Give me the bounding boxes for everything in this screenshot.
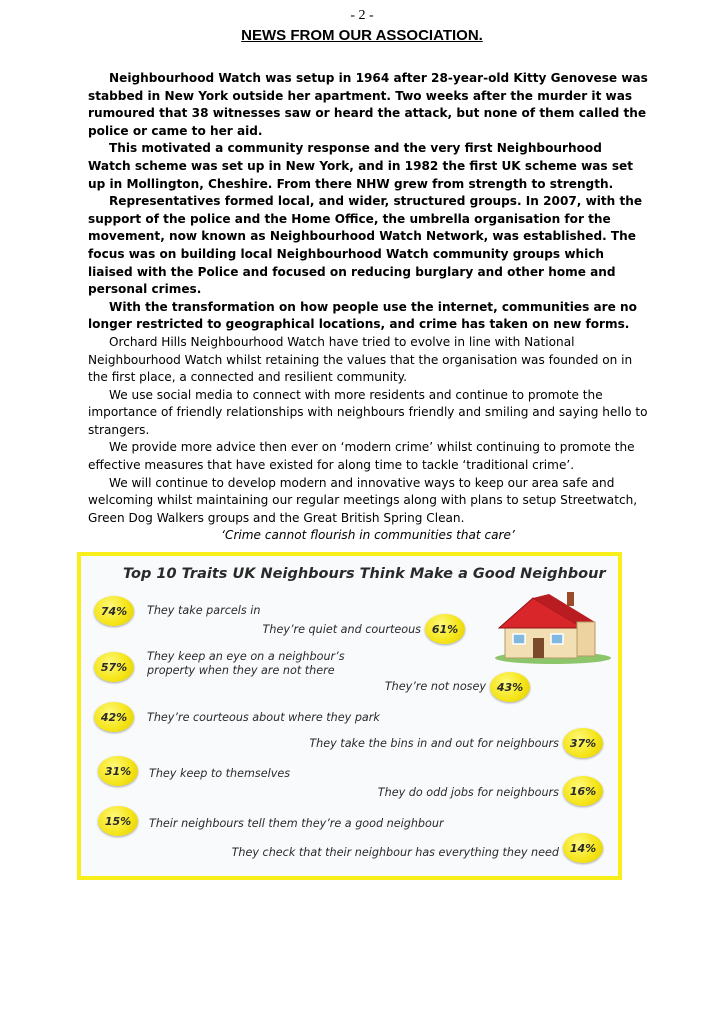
percent-badge: 43% — [490, 672, 530, 702]
percent-badge: 61% — [425, 614, 465, 644]
trait-label: They check that their neighbour has everything they need — [231, 846, 559, 859]
trait-label: Their neighbours tell them they’re a good neighbour — [149, 817, 444, 830]
page-number: - 2 - — [350, 8, 374, 23]
trait-label: They’re quiet and courteous — [262, 623, 421, 636]
infographic-title: Top 10 Traits UK Neighbours Think Make a Good Neighbour — [123, 566, 606, 582]
percent-badge: 15% — [98, 806, 138, 836]
paragraph: We use social media to connect with more residents and continue to promote the importance of friendly relationships with neighbours friendly and smiling and saying hello to strangers. — [88, 387, 648, 437]
percent-badge: 16% — [563, 776, 603, 806]
house-icon — [483, 588, 611, 664]
trait-label: They do odd jobs for neighbours — [377, 786, 559, 799]
trait-label: They take the bins in and out for neighbours — [309, 737, 559, 750]
paragraph: Neighbourhood Watch was setup in 1964 after 28-year-old Kitty Genovese was stabbed in New York outside her apartment. Two weeks after the murder it was rumoured that 38 witnesses saw or heard the attack, but none of them called the police or came to her aid. — [88, 71, 648, 138]
percent-badge: 57% — [94, 652, 134, 682]
trait-label: They keep an eye on a neighbour’s property when they are not there — [147, 650, 345, 677]
paragraph: We provide more advice then ever on ‘modern crime’ whilst continuing to promote the effective measures that have existed for along time to tackle ‘traditional crime’. — [88, 440, 635, 473]
trait-label: They keep to themselves — [149, 767, 291, 780]
trait-label: They take parcels in — [147, 604, 261, 617]
percent-badge: 14% — [563, 833, 603, 863]
article-body — [88, 70, 648, 545]
paragraph: Orchard Hills Neighbourhood Watch have tried to evolve in line with National Neighbourhood Watch whilst retaining the values that the organisation was founded on in the first place, a connected and resilient community. — [88, 334, 633, 385]
percent-badge: 37% — [563, 728, 603, 758]
paragraph: With the transformation on how people use the internet, communities are no longer restricted to geographical locations, and crime has taken on new forms. — [88, 299, 637, 332]
percent-badge: 42% — [94, 702, 134, 732]
page-heading: NEWS FROM OUR ASSOCIATION. — [241, 27, 483, 44]
percent-badge: 74% — [94, 596, 134, 626]
paragraph: Representatives formed local, and wider, structured groups. In 2007, with the support of the police and the Home Office, the umbrella organisation for the movement, now known as Neighbourhood Watch Network, was established. The focus was on building local Neighbourhood Watch community groups which liaised with the Police and focused on reducing burglary and other home and personal crimes. — [88, 194, 643, 297]
percent-badge: 31% — [98, 756, 138, 786]
trait-label: They’re not nosey — [384, 680, 486, 693]
paragraph: This motivated a community response and the very first Neighbourhood Watch scheme was set up in New York, and in 1982 the first UK scheme was set up in Mollington, Cheshire. From there NHW grew from strength to strength. — [88, 141, 633, 191]
infographic — [77, 552, 622, 880]
motto: ‘Crime cannot flourish in communities that care’ — [221, 528, 515, 543]
paragraph: We will continue to develop modern and innovative ways to keep our area safe and welcoming whilst maintaining our regular meetings along with plans to setup Streetwatch, Green Dog Walkers groups and the Great British Spring Clean. — [88, 475, 638, 525]
trait-label: They’re courteous about where they park — [147, 711, 380, 724]
